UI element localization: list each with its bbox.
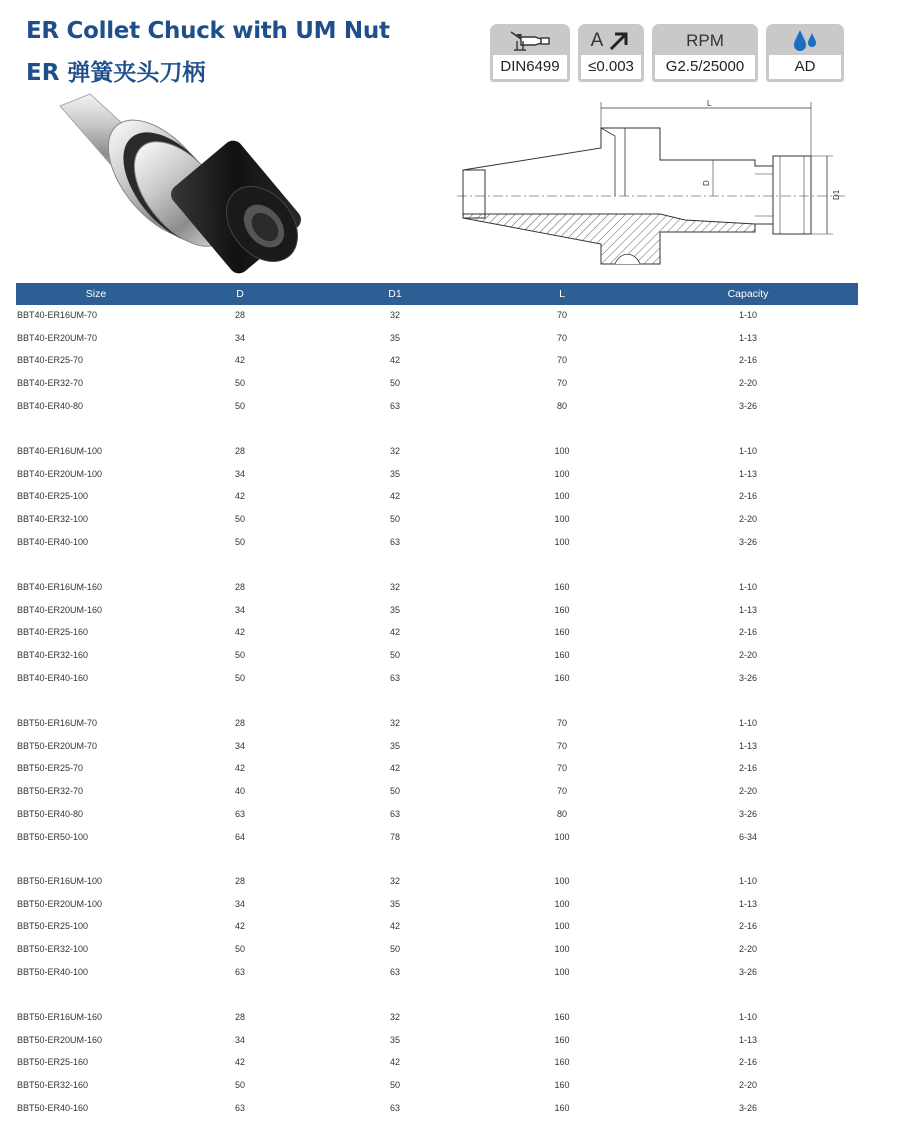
- cell-capacity: 1-10: [738, 310, 758, 320]
- runout-label: A: [590, 30, 604, 51]
- cell-d: 40: [234, 786, 246, 797]
- cell-l: 80: [556, 808, 568, 819]
- cell-l: 70: [556, 310, 568, 320]
- cell-capacity: 1-10: [738, 446, 758, 456]
- cell-size: BBT50-ER32-70: [17, 786, 84, 797]
- cell-l: 160: [554, 627, 570, 638]
- cell-d1: 78: [389, 831, 401, 842]
- table-row: [0, 1057, 900, 1073]
- cell-size: BBT50-ER32-100: [17, 944, 89, 955]
- table-row: [0, 469, 900, 485]
- cell-d1: 35: [389, 468, 401, 479]
- table-row: [0, 605, 900, 621]
- runout-value: ≤0.003: [581, 55, 641, 79]
- table-row: [0, 378, 900, 394]
- cell-l: 100: [554, 921, 570, 932]
- table-row: [0, 333, 900, 349]
- table-row: [0, 786, 900, 802]
- cell-size: BBT50-ER40-80: [17, 808, 84, 819]
- cell-size: BBT40-ER20UM-160: [17, 604, 103, 615]
- cell-size: BBT50-ER16UM-70: [17, 718, 98, 728]
- cell-l: 160: [554, 1080, 570, 1091]
- cell-d1: 32: [389, 446, 401, 456]
- cell-capacity: 1-10: [738, 1012, 758, 1022]
- cell-l: 70: [556, 718, 568, 728]
- cell-size: BBT50-ER20UM-100: [17, 898, 103, 909]
- cell-size: BBT40-ER40-160: [17, 672, 89, 683]
- cell-l: 70: [556, 786, 568, 797]
- cell-d1: 50: [389, 378, 401, 389]
- cell-d: 34: [234, 740, 246, 751]
- cell-capacity: 6-34: [738, 831, 758, 842]
- cell-d: 50: [234, 1080, 246, 1091]
- cell-capacity: 2-16: [738, 921, 758, 932]
- cell-size: BBT50-ER25-100: [17, 921, 89, 932]
- cell-d: 42: [234, 627, 246, 638]
- table-row: [0, 673, 900, 689]
- cell-size: BBT40-ER32-70: [17, 378, 84, 389]
- cell-d: 34: [234, 604, 246, 615]
- cell-d: 63: [234, 808, 246, 819]
- cell-l: 160: [554, 1057, 570, 1068]
- col-header-l: L: [559, 288, 565, 300]
- cell-capacity: 1-13: [738, 740, 758, 751]
- cell-d: 50: [234, 650, 246, 661]
- cell-d: 28: [234, 446, 246, 456]
- table-row: [0, 741, 900, 757]
- cell-capacity: 1-13: [738, 1034, 758, 1045]
- cell-d1: 32: [389, 310, 401, 320]
- col-header-d: D: [236, 288, 244, 300]
- table-row: [0, 491, 900, 507]
- table-row: [0, 582, 900, 598]
- cell-d1: 35: [389, 332, 401, 343]
- cell-size: BBT40-ER25-160: [17, 627, 89, 638]
- cell-d1: 50: [389, 514, 401, 525]
- cell-l: 160: [554, 582, 570, 592]
- cell-capacity: 2-20: [738, 378, 758, 389]
- cell-d: 42: [234, 355, 246, 366]
- cell-size: BBT40-ER40-100: [17, 536, 89, 547]
- cell-capacity: 2-20: [738, 944, 758, 955]
- table-row: [0, 627, 900, 643]
- cell-d: 28: [234, 582, 246, 592]
- col-header-size: Size: [85, 288, 107, 300]
- cell-l: 70: [556, 355, 568, 366]
- cell-l: 100: [554, 468, 570, 479]
- cell-d1: 35: [389, 604, 401, 615]
- cell-size: BBT50-ER25-70: [17, 763, 84, 774]
- cell-capacity: 1-13: [738, 332, 758, 343]
- cell-capacity: 1-10: [738, 718, 758, 728]
- cell-size: BBT50-ER50-100: [17, 831, 89, 842]
- cell-l: 100: [554, 536, 570, 547]
- table-row: [0, 718, 900, 734]
- cell-d: 50: [234, 944, 246, 955]
- cell-capacity: 2-16: [738, 763, 758, 774]
- table-row: [0, 1103, 900, 1119]
- cell-capacity: 1-10: [738, 582, 758, 592]
- cell-d1: 35: [389, 898, 401, 909]
- coolant-value: AD: [769, 55, 841, 79]
- cell-l: 160: [554, 604, 570, 615]
- cell-d: 63: [234, 1102, 246, 1113]
- cell-d: 63: [234, 966, 246, 977]
- cell-size: BBT40-ER16UM-70: [17, 310, 98, 320]
- cell-capacity: 2-20: [738, 650, 758, 661]
- cell-size: BBT40-ER25-100: [17, 491, 89, 502]
- table-row: [0, 1035, 900, 1051]
- table-row: [0, 899, 900, 915]
- dim-label-l: L: [707, 99, 712, 108]
- cell-size: BBT50-ER20UM-160: [17, 1034, 103, 1045]
- cell-capacity: 3-26: [738, 1102, 758, 1113]
- cell-d: 34: [234, 468, 246, 479]
- cell-d: 42: [234, 491, 246, 502]
- dim-label-d: D: [702, 180, 711, 186]
- cell-size: BBT50-ER32-160: [17, 1080, 89, 1091]
- cell-size: BBT40-ER32-100: [17, 514, 89, 525]
- cell-d1: 42: [389, 627, 401, 638]
- table-row: [0, 967, 900, 983]
- cell-capacity: 1-13: [738, 898, 758, 909]
- cell-d1: 50: [389, 944, 401, 955]
- cell-size: BBT40-ER40-80: [17, 400, 84, 411]
- cell-l: 100: [554, 944, 570, 955]
- cell-capacity: 2-16: [738, 1057, 758, 1068]
- cell-l: 100: [554, 966, 570, 977]
- title-english: ER Collet Chuck with UM Nut: [26, 18, 390, 44]
- cell-size: BBT40-ER20UM-70: [17, 332, 98, 343]
- cell-d1: 63: [389, 536, 401, 547]
- cell-l: 100: [554, 491, 570, 502]
- cell-capacity: 1-13: [738, 604, 758, 615]
- cell-d1: 35: [389, 740, 401, 751]
- cell-capacity: 2-20: [738, 786, 758, 797]
- cell-d1: 32: [389, 876, 401, 886]
- table-row: [0, 446, 900, 462]
- cell-l: 160: [554, 1034, 570, 1045]
- cell-d: 28: [234, 718, 246, 728]
- cell-size: BBT50-ER20UM-70: [17, 740, 98, 751]
- cell-capacity: 3-26: [738, 808, 758, 819]
- table-row: [0, 763, 900, 779]
- cell-d1: 50: [389, 650, 401, 661]
- cell-d1: 50: [389, 786, 401, 797]
- cell-size: BBT50-ER16UM-160: [17, 1012, 103, 1022]
- cell-size: BBT40-ER16UM-160: [17, 582, 103, 592]
- cell-d1: 50: [389, 1080, 401, 1091]
- cell-d: 50: [234, 400, 246, 411]
- cell-d1: 63: [389, 966, 401, 977]
- cell-d1: 32: [389, 1012, 401, 1022]
- cell-d1: 63: [389, 400, 401, 411]
- cell-d1: 42: [389, 763, 401, 774]
- cell-d: 42: [234, 1057, 246, 1068]
- table-row: [0, 514, 900, 530]
- cell-d: 28: [234, 1012, 246, 1022]
- table-row: [0, 876, 900, 892]
- cell-l: 160: [554, 650, 570, 661]
- cell-d: 50: [234, 536, 246, 547]
- table-row: [0, 1080, 900, 1096]
- cell-l: 160: [554, 1012, 570, 1022]
- cell-d1: 42: [389, 921, 401, 932]
- rpm-label: RPM: [686, 31, 724, 50]
- cell-capacity: 3-26: [738, 672, 758, 683]
- cell-size: BBT40-ER20UM-100: [17, 468, 103, 479]
- cell-capacity: 1-10: [738, 876, 758, 886]
- cell-capacity: 3-26: [738, 400, 758, 411]
- standard-value: DIN6499: [493, 55, 567, 79]
- cell-d1: 32: [389, 582, 401, 592]
- table-row: [0, 832, 900, 848]
- cell-d: 50: [234, 378, 246, 389]
- cell-size: BBT50-ER25-160: [17, 1057, 89, 1068]
- cell-size: BBT50-ER40-160: [17, 1102, 89, 1113]
- cell-capacity: 2-16: [738, 627, 758, 638]
- cell-d1: 63: [389, 1102, 401, 1113]
- cell-size: BBT40-ER16UM-100: [17, 446, 103, 456]
- cell-d1: 42: [389, 355, 401, 366]
- cell-d: 28: [234, 876, 246, 886]
- cell-l: 100: [554, 514, 570, 525]
- cell-d: 50: [234, 514, 246, 525]
- table-row: [0, 650, 900, 666]
- cell-l: 160: [554, 1102, 570, 1113]
- table-row: [0, 1012, 900, 1028]
- cell-l: 100: [554, 898, 570, 909]
- cell-d1: 35: [389, 1034, 401, 1045]
- cell-d: 34: [234, 1034, 246, 1045]
- cell-l: 100: [554, 876, 570, 886]
- cell-size: BBT50-ER16UM-100: [17, 876, 103, 886]
- col-header-d1: D1: [388, 288, 402, 300]
- cell-d: 42: [234, 763, 246, 774]
- cell-capacity: 2-16: [738, 355, 758, 366]
- cell-capacity: 3-26: [738, 536, 758, 547]
- cell-capacity: 2-20: [738, 1080, 758, 1091]
- table-row: [0, 355, 900, 371]
- table-row: [0, 921, 900, 937]
- cell-d: 34: [234, 332, 246, 343]
- cell-l: 70: [556, 378, 568, 389]
- cell-capacity: 1-13: [738, 468, 758, 479]
- cell-capacity: 3-26: [738, 966, 758, 977]
- cell-size: BBT50-ER40-100: [17, 966, 89, 977]
- cell-d: 34: [234, 898, 246, 909]
- cell-l: 100: [554, 446, 570, 456]
- table-row: [0, 809, 900, 825]
- rpm-value: G2.5/25000: [655, 55, 755, 79]
- cell-capacity: 2-20: [738, 514, 758, 525]
- cell-l: 70: [556, 332, 568, 343]
- table-row: [0, 537, 900, 553]
- cell-d1: 63: [389, 672, 401, 683]
- cell-l: 160: [554, 672, 570, 683]
- dim-label-d1: D1: [832, 189, 841, 200]
- cell-l: 80: [556, 400, 568, 411]
- cell-l: 70: [556, 740, 568, 751]
- cell-d: 28: [234, 310, 246, 320]
- cell-l: 70: [556, 763, 568, 774]
- cell-d: 42: [234, 921, 246, 932]
- title-chinese: ER 弹簧夹头刀柄: [26, 60, 206, 86]
- cell-d1: 32: [389, 718, 401, 728]
- cell-capacity: 2-16: [738, 491, 758, 502]
- cell-d1: 42: [389, 1057, 401, 1068]
- table-row: [0, 310, 900, 326]
- cell-d1: 42: [389, 491, 401, 502]
- cell-d: 64: [234, 831, 246, 842]
- cell-size: BBT40-ER25-70: [17, 355, 84, 366]
- cell-d1: 63: [389, 808, 401, 819]
- col-header-capacity: Capacity: [727, 288, 769, 300]
- cell-size: BBT40-ER32-160: [17, 650, 89, 661]
- table-row: [0, 401, 900, 417]
- table-row: [0, 944, 900, 960]
- cell-d: 50: [234, 672, 246, 683]
- cell-l: 100: [554, 831, 570, 842]
